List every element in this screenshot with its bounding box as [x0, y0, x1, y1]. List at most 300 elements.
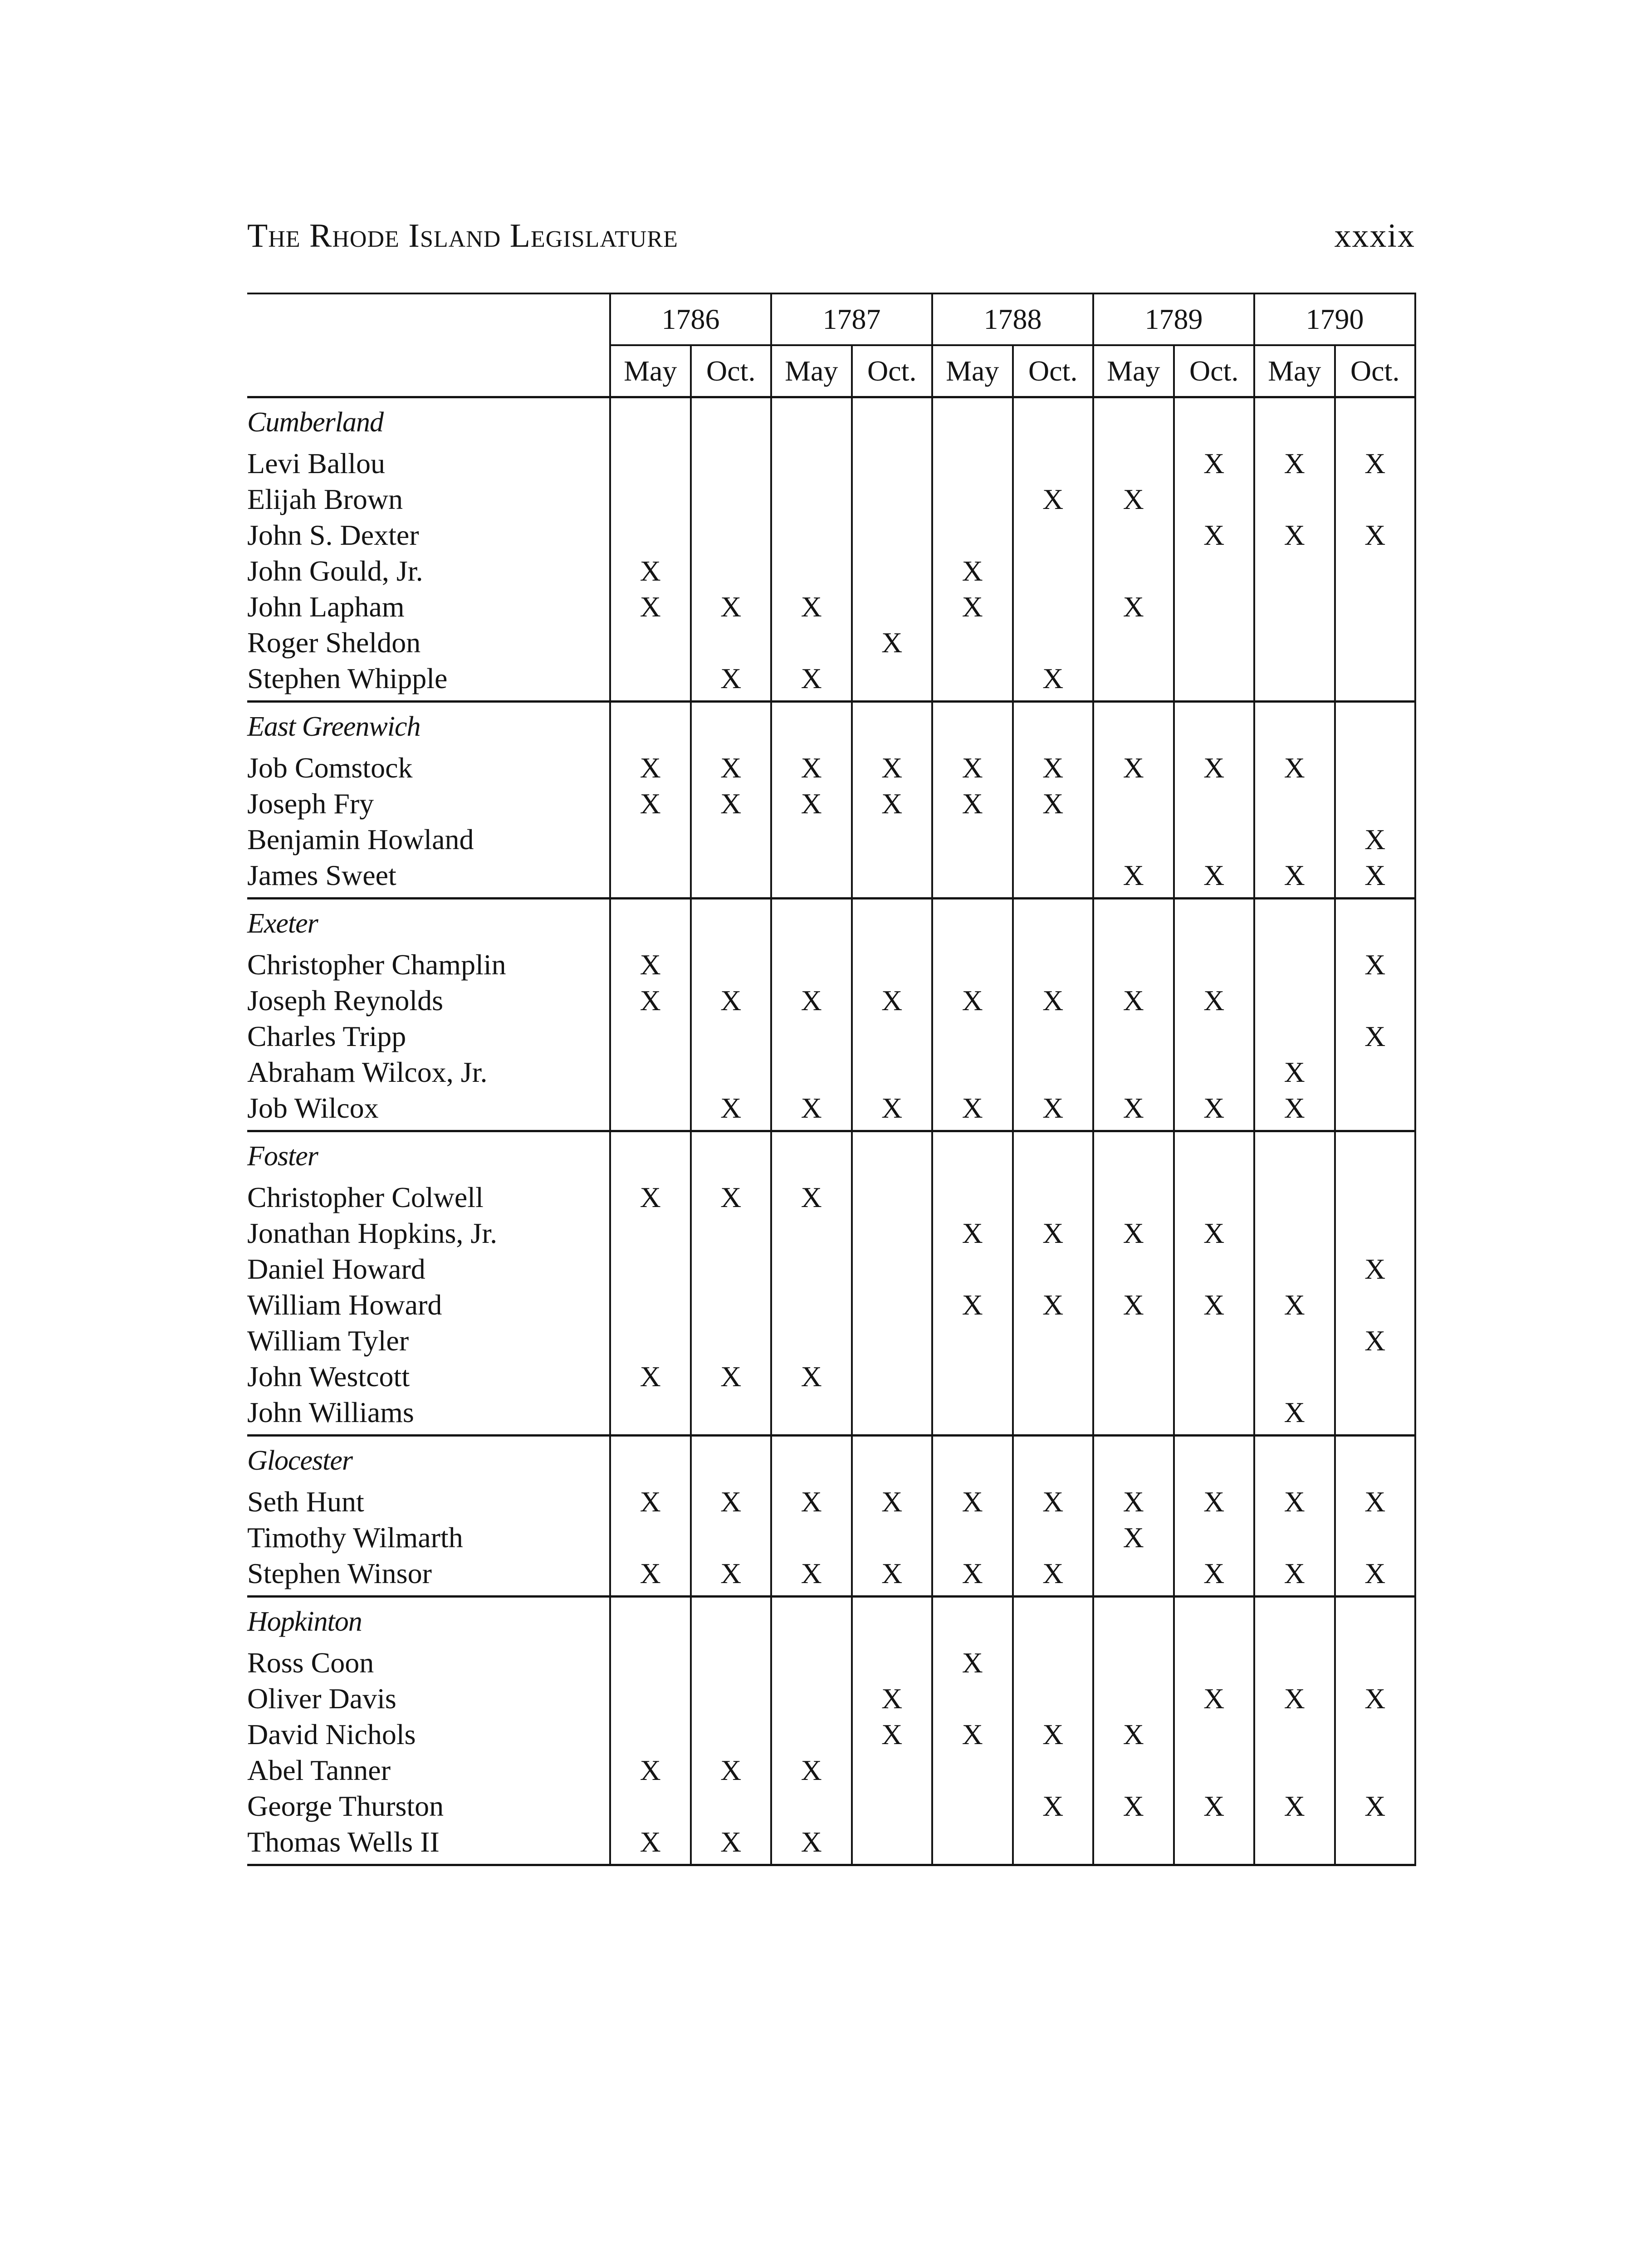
- empty-cell: [1254, 702, 1335, 750]
- empty-cell: [852, 702, 933, 750]
- table-row: [247, 1251, 1415, 1287]
- year-header: 1790: [1254, 293, 1415, 345]
- attendance-mark: X: [610, 1555, 691, 1597]
- attendance-mark: X: [1174, 1215, 1255, 1251]
- attendance-mark: [1335, 589, 1416, 625]
- table-row: [247, 481, 1415, 517]
- attendance-mark: X: [932, 786, 1013, 821]
- table-row: [247, 517, 1415, 553]
- town-name: Foster: [247, 1141, 318, 1172]
- attendance-mark: X: [771, 982, 852, 1018]
- attendance-mark: X: [1254, 1788, 1335, 1824]
- attendance-mark: [1254, 1752, 1335, 1788]
- member-name: Abraham Wilcox, Jr.: [247, 1056, 488, 1088]
- attendance-mark: [691, 445, 772, 481]
- attendance-mark: [691, 1716, 772, 1752]
- attendance-mark: X: [1335, 517, 1416, 553]
- attendance-mark: [1335, 481, 1416, 517]
- attendance-mark: X: [932, 1287, 1013, 1323]
- attendance-mark: [771, 445, 852, 481]
- member-name: David Nichols: [247, 1718, 416, 1750]
- attendance-mark: X: [1093, 1716, 1174, 1752]
- town-row: [247, 702, 1415, 750]
- year-header: 1786: [610, 293, 771, 345]
- attendance-mark: [932, 1520, 1013, 1555]
- attendance-mark: X: [691, 1090, 772, 1131]
- attendance-mark: [932, 625, 1013, 660]
- empty-cell: [610, 1131, 691, 1180]
- table-row: [247, 750, 1415, 786]
- attendance-mark: [1254, 1716, 1335, 1752]
- attendance-mark: X: [1254, 750, 1335, 786]
- attendance-mark: [1174, 1359, 1255, 1394]
- empty-cell: [1174, 899, 1255, 947]
- attendance-mark: [1335, 1287, 1416, 1323]
- empty-cell: [1335, 899, 1416, 947]
- attendance-mark: [691, 857, 772, 899]
- town-row: [247, 397, 1415, 446]
- member-name: Oliver Davis: [247, 1682, 396, 1715]
- attendance-mark: X: [1335, 1681, 1416, 1716]
- empty-cell: [852, 1597, 933, 1645]
- empty-cell: [852, 397, 933, 446]
- attendance-mark: X: [932, 1645, 1013, 1681]
- attendance-mark: X: [1335, 1251, 1416, 1287]
- attendance-mark: [1093, 1824, 1174, 1865]
- session-header: May: [1254, 345, 1335, 397]
- attendance-mark: X: [932, 1716, 1013, 1752]
- attendance-mark: [1013, 1054, 1094, 1090]
- attendance-mark: [1093, 821, 1174, 857]
- attendance-mark: [771, 1681, 852, 1716]
- empty-cell: [610, 899, 691, 947]
- attendance-mark: X: [1174, 445, 1255, 481]
- attendance-mark: [1013, 1018, 1094, 1054]
- attendance-mark: [771, 1251, 852, 1287]
- member-name: Christopher Colwell: [247, 1181, 484, 1213]
- attendance-mark: [1013, 1251, 1094, 1287]
- attendance-mark: [691, 1520, 772, 1555]
- attendance-mark: X: [610, 982, 691, 1018]
- attendance-mark: X: [1093, 857, 1174, 899]
- attendance-mark: [852, 1018, 933, 1054]
- attendance-mark: X: [1335, 1018, 1416, 1054]
- attendance-mark: X: [1335, 857, 1416, 899]
- attendance-mark: [1174, 1520, 1255, 1555]
- attendance-mark: [610, 1251, 691, 1287]
- attendance-mark: X: [852, 1681, 933, 1716]
- attendance-mark: [1093, 1054, 1174, 1090]
- attendance-mark: [852, 1287, 933, 1323]
- attendance-mark: [852, 1645, 933, 1681]
- attendance-mark: [852, 660, 933, 702]
- attendance-mark: [1174, 625, 1255, 660]
- attendance-mark: X: [1174, 1681, 1255, 1716]
- attendance-mark: X: [1174, 857, 1255, 899]
- session-header-row: [247, 345, 1415, 397]
- attendance-mark: X: [1335, 947, 1416, 982]
- attendance-mark: X: [1013, 1716, 1094, 1752]
- attendance-mark: X: [852, 1716, 933, 1752]
- attendance-mark: X: [610, 1752, 691, 1788]
- attendance-mark: X: [771, 1824, 852, 1865]
- attendance-mark: [852, 1824, 933, 1865]
- empty-cell: [1093, 1597, 1174, 1645]
- attendance-mark: [1093, 1323, 1174, 1359]
- attendance-mark: [1013, 1645, 1094, 1681]
- member-name: Job Comstock: [247, 752, 413, 784]
- attendance-mark: X: [771, 750, 852, 786]
- attendance-mark: [691, 1287, 772, 1323]
- attendance-mark: [610, 1681, 691, 1716]
- attendance-mark: X: [610, 1824, 691, 1865]
- empty-cell: [1254, 899, 1335, 947]
- empty-cell: [932, 1131, 1013, 1180]
- year-header: 1789: [1093, 293, 1254, 345]
- attendance-mark: X: [610, 947, 691, 982]
- town-name: Exeter: [247, 908, 318, 939]
- attendance-mark: [691, 625, 772, 660]
- attendance-mark: [1335, 750, 1416, 786]
- attendance-mark: [1335, 1359, 1416, 1394]
- member-name: John Westcott: [247, 1360, 410, 1393]
- attendance-mark: [610, 1215, 691, 1251]
- attendance-mark: X: [1254, 1484, 1335, 1520]
- table-row: [247, 1645, 1415, 1681]
- attendance-mark: [610, 1645, 691, 1681]
- attendance-mark: [1013, 1323, 1094, 1359]
- attendance-mark: X: [1174, 1788, 1255, 1824]
- attendance-mark: X: [932, 1484, 1013, 1520]
- empty-cell: [1254, 1597, 1335, 1645]
- attendance-mark: X: [1254, 1555, 1335, 1597]
- attendance-mark: [932, 1394, 1013, 1436]
- attendance-mark: [1335, 1752, 1416, 1788]
- attendance-mark: [771, 1287, 852, 1323]
- attendance-mark: [932, 1179, 1013, 1215]
- empty-cell: [771, 1597, 852, 1645]
- empty-cell: [691, 1131, 772, 1180]
- town-row: [247, 1436, 1415, 1484]
- table-row: [247, 445, 1415, 481]
- attendance-mark: [852, 553, 933, 589]
- empty-cell: [1174, 1436, 1255, 1484]
- empty-cell: [852, 899, 933, 947]
- attendance-mark: [771, 821, 852, 857]
- attendance-mark: [771, 857, 852, 899]
- attendance-mark: [932, 1018, 1013, 1054]
- attendance-mark: X: [932, 553, 1013, 589]
- attendance-mark: [932, 1681, 1013, 1716]
- attendance-mark: X: [1093, 982, 1174, 1018]
- attendance-mark: [1335, 660, 1416, 702]
- attendance-mark: [691, 1323, 772, 1359]
- member-name: Joseph Fry: [247, 787, 374, 820]
- session-header: May: [610, 345, 691, 397]
- empty-cell: [932, 702, 1013, 750]
- attendance-mark: X: [691, 786, 772, 821]
- attendance-mark: [610, 1394, 691, 1436]
- attendance-mark: X: [1013, 1484, 1094, 1520]
- member-name: Stephen Whipple: [247, 660, 610, 702]
- town-name: East Greenwich: [247, 711, 420, 742]
- attendance-mark: X: [1174, 1287, 1255, 1323]
- attendance-mark: X: [771, 1179, 852, 1215]
- attendance-mark: [852, 481, 933, 517]
- session-header: Oct.: [1174, 345, 1255, 397]
- attendance-mark: [852, 1359, 933, 1394]
- empty-cell: [1335, 702, 1416, 750]
- table-row: [247, 1054, 1415, 1090]
- member-name: Joseph Reynolds: [247, 984, 443, 1017]
- attendance-mark: [1335, 553, 1416, 589]
- attendance-mark: [1335, 1716, 1416, 1752]
- session-header: May: [1093, 345, 1174, 397]
- attendance-mark: X: [1093, 1788, 1174, 1824]
- attendance-mark: X: [1335, 1555, 1416, 1597]
- attendance-mark: [852, 1752, 933, 1788]
- attendance-mark: [1093, 1645, 1174, 1681]
- attendance-mark: X: [1013, 1287, 1094, 1323]
- attendance-mark: [771, 1716, 852, 1752]
- member-name: Benjamin Howland: [247, 823, 474, 855]
- attendance-mark: [1174, 589, 1255, 625]
- member-name: Elijah Brown: [247, 483, 403, 515]
- attendance-mark: [1254, 947, 1335, 982]
- attendance-mark: X: [1174, 517, 1255, 553]
- table-row: [247, 1323, 1415, 1359]
- attendance-mark: [1013, 1520, 1094, 1555]
- attendance-mark: X: [932, 1215, 1013, 1251]
- empty-cell: [610, 1436, 691, 1484]
- empty-cell: [691, 1436, 772, 1484]
- attendance-mark: [852, 517, 933, 553]
- attendance-mark: [1093, 786, 1174, 821]
- attendance-mark: X: [610, 1179, 691, 1215]
- attendance-mark: [852, 1215, 933, 1251]
- membership-table: [247, 293, 1416, 1866]
- attendance-mark: [1174, 786, 1255, 821]
- member-name: Jonathan Hopkins, Jr.: [247, 1217, 498, 1249]
- empty-cell: [1013, 1597, 1094, 1645]
- attendance-mark: [610, 1287, 691, 1323]
- attendance-mark: X: [1174, 1555, 1255, 1597]
- attendance-mark: [691, 1681, 772, 1716]
- attendance-mark: [1093, 445, 1174, 481]
- attendance-mark: [691, 1215, 772, 1251]
- attendance-mark: X: [852, 982, 933, 1018]
- attendance-mark: [1254, 786, 1335, 821]
- attendance-mark: X: [691, 1752, 772, 1788]
- attendance-mark: X: [852, 625, 933, 660]
- attendance-mark: [691, 1054, 772, 1090]
- attendance-mark: [771, 1645, 852, 1681]
- empty-cell: [1093, 702, 1174, 750]
- attendance-mark: [1174, 553, 1255, 589]
- table-row: [247, 1215, 1415, 1251]
- attendance-mark: [1335, 982, 1416, 1018]
- member-name: Daniel Howard: [247, 1253, 425, 1285]
- attendance-mark: [610, 445, 691, 481]
- member-name: William Howard: [247, 1289, 442, 1321]
- attendance-mark: X: [610, 553, 691, 589]
- empty-cell: [1174, 702, 1255, 750]
- header-corner: [247, 345, 610, 397]
- attendance-mark: [691, 1018, 772, 1054]
- page-number: xxxix: [1334, 217, 1415, 254]
- attendance-mark: [1335, 1215, 1416, 1251]
- empty-cell: [1254, 1131, 1335, 1180]
- attendance-mark: [1013, 1752, 1094, 1788]
- table-row: [247, 1555, 1415, 1597]
- member-name: Abel Tanner: [247, 1754, 391, 1786]
- attendance-mark: [691, 553, 772, 589]
- table-row: [247, 821, 1415, 857]
- attendance-mark: [771, 553, 852, 589]
- attendance-mark: [771, 625, 852, 660]
- table-row: [247, 1484, 1415, 1520]
- table-row: [247, 1716, 1415, 1752]
- attendance-mark: [1013, 857, 1094, 899]
- empty-cell: [1093, 1131, 1174, 1180]
- attendance-mark: [852, 1054, 933, 1090]
- attendance-mark: X: [1335, 1788, 1416, 1824]
- attendance-mark: X: [610, 589, 691, 625]
- attendance-mark: [1335, 625, 1416, 660]
- attendance-mark: [1093, 1251, 1174, 1287]
- attendance-mark: [932, 1788, 1013, 1824]
- member-name: John Gould, Jr.: [247, 555, 423, 587]
- attendance-mark: [1013, 1359, 1094, 1394]
- attendance-mark: [1254, 589, 1335, 625]
- attendance-mark: [932, 1323, 1013, 1359]
- attendance-mark: X: [691, 1484, 772, 1520]
- attendance-mark: X: [852, 1555, 933, 1597]
- empty-cell: [691, 702, 772, 750]
- attendance-mark: X: [1174, 1090, 1255, 1131]
- attendance-mark: X: [1013, 481, 1094, 517]
- attendance-mark: [1254, 1215, 1335, 1251]
- attendance-mark: [1093, 1018, 1174, 1054]
- session-header: May: [932, 345, 1013, 397]
- attendance-mark: [610, 1090, 691, 1131]
- attendance-mark: [1174, 660, 1255, 702]
- attendance-mark: X: [1013, 786, 1094, 821]
- attendance-mark: X: [1254, 517, 1335, 553]
- empty-cell: [1013, 702, 1094, 750]
- attendance-mark: [610, 857, 691, 899]
- attendance-mark: X: [1335, 1323, 1416, 1359]
- table-row: [247, 1179, 1415, 1215]
- table-row: [247, 553, 1415, 589]
- table-row: [247, 786, 1415, 821]
- attendance-mark: [1013, 1824, 1094, 1865]
- empty-cell: [932, 397, 1013, 446]
- empty-cell: [1013, 899, 1094, 947]
- attendance-mark: [610, 481, 691, 517]
- attendance-mark: X: [932, 750, 1013, 786]
- attendance-mark: [932, 1359, 1013, 1394]
- attendance-mark: [771, 1215, 852, 1251]
- attendance-mark: X: [691, 1179, 772, 1215]
- empty-cell: [691, 899, 772, 947]
- table-row: [247, 1752, 1415, 1788]
- attendance-mark: X: [1254, 445, 1335, 481]
- attendance-mark: X: [852, 750, 933, 786]
- town-name: Cumberland: [247, 407, 383, 438]
- attendance-mark: X: [1174, 750, 1255, 786]
- attendance-mark: X: [1013, 1788, 1094, 1824]
- attendance-mark: X: [1254, 1394, 1335, 1436]
- attendance-mark: X: [691, 1359, 772, 1394]
- empty-cell: [932, 899, 1013, 947]
- attendance-mark: X: [610, 1484, 691, 1520]
- member-name: Job Wilcox: [247, 1090, 610, 1131]
- attendance-mark: [852, 589, 933, 625]
- attendance-mark: [1335, 1645, 1416, 1681]
- member-name: Charles Tripp: [247, 1020, 406, 1052]
- attendance-mark: [1254, 625, 1335, 660]
- attendance-mark: [932, 857, 1013, 899]
- town-row: [247, 1597, 1415, 1645]
- table-body: [247, 397, 1415, 1865]
- member-name: William Tyler: [247, 1325, 409, 1357]
- session-header: Oct.: [1013, 345, 1094, 397]
- attendance-mark: [610, 625, 691, 660]
- member-name: John S. Dexter: [247, 519, 419, 551]
- attendance-mark: [1093, 1555, 1174, 1597]
- attendance-mark: X: [610, 1359, 691, 1394]
- empty-cell: [1254, 1436, 1335, 1484]
- attendance-mark: [771, 481, 852, 517]
- town-name: Glocester: [247, 1445, 353, 1476]
- empty-cell: [771, 899, 852, 947]
- member-name: Stephen Winsor: [247, 1555, 610, 1597]
- attendance-mark: [932, 481, 1013, 517]
- empty-cell: [1335, 1436, 1416, 1484]
- table-row: [247, 857, 1415, 899]
- attendance-mark: [691, 481, 772, 517]
- empty-cell: [610, 1597, 691, 1645]
- attendance-mark: [1254, 1824, 1335, 1865]
- empty-cell: [1174, 1131, 1255, 1180]
- table-row: [247, 1520, 1415, 1555]
- attendance-mark: [1093, 947, 1174, 982]
- attendance-mark: [1254, 1018, 1335, 1054]
- attendance-mark: X: [1335, 445, 1416, 481]
- attendance-mark: [932, 1824, 1013, 1865]
- attendance-mark: [1335, 1090, 1416, 1131]
- attendance-mark: X: [1093, 589, 1174, 625]
- attendance-mark: X: [1254, 857, 1335, 899]
- attendance-mark: [691, 1788, 772, 1824]
- table-row: [247, 589, 1415, 625]
- session-header: Oct.: [852, 345, 933, 397]
- attendance-mark: X: [1335, 821, 1416, 857]
- attendance-mark: [1093, 625, 1174, 660]
- table-row: [247, 625, 1415, 660]
- attendance-mark: [852, 947, 933, 982]
- attendance-mark: [610, 1323, 691, 1359]
- attendance-mark: [1174, 1251, 1255, 1287]
- attendance-mark: [852, 1520, 933, 1555]
- year-header: 1788: [932, 293, 1093, 345]
- table-row: [247, 982, 1415, 1018]
- member-name: Timothy Wilmarth: [247, 1521, 463, 1554]
- empty-cell: [610, 397, 691, 446]
- town-name: Hopkinton: [247, 1606, 362, 1637]
- attendance-mark: [852, 1251, 933, 1287]
